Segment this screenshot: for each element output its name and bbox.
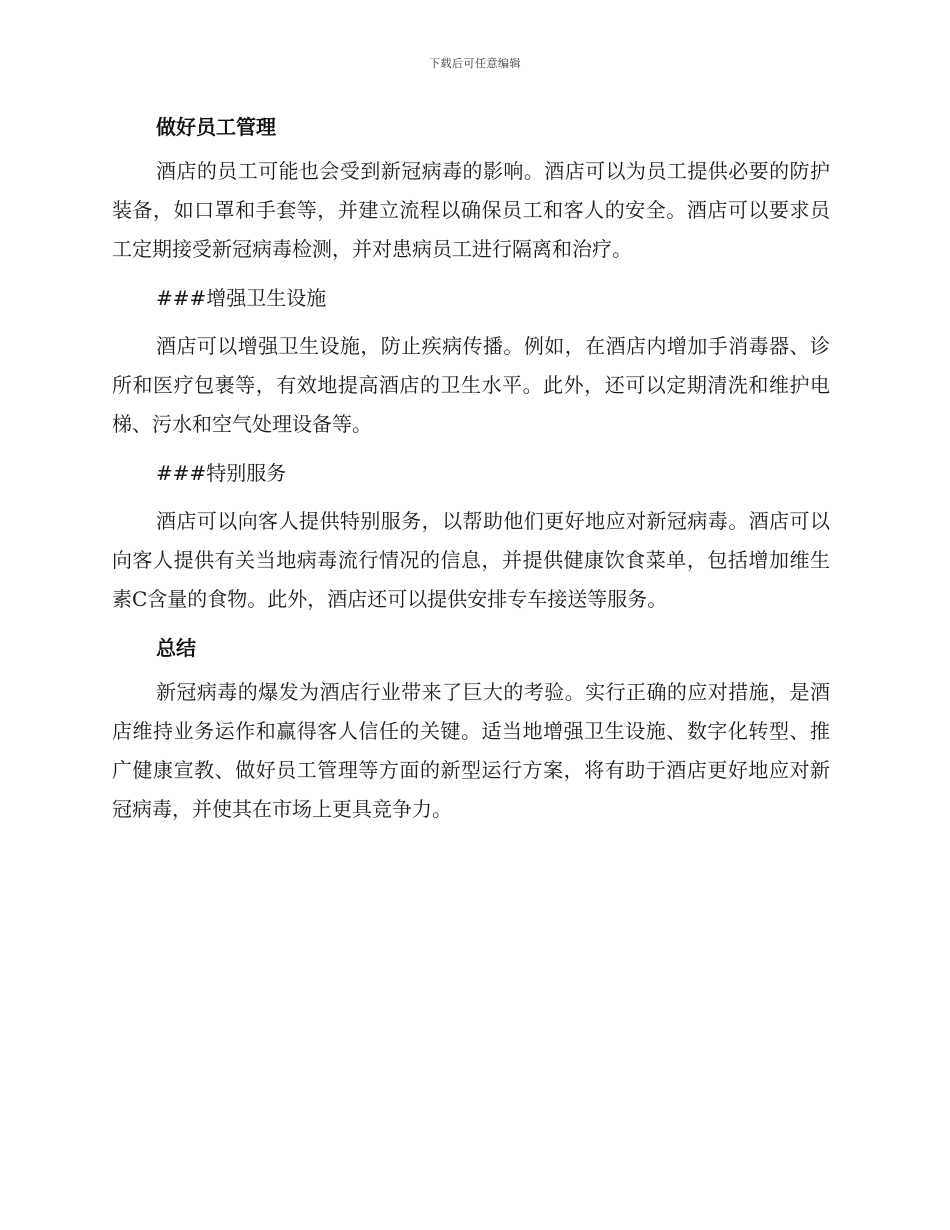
section-heading-hygiene: ###增强卫生设施 <box>156 286 327 310</box>
section-paragraph-hygiene: 酒店可以增强卫生设施，防止疾病传播。例如，在酒店内增加手消毒器、诊所和医疗包裹等，有效地提高酒店的卫生水平。此外，还可以定期清洗和维护电梯、污水和空气处理设备等。 <box>112 334 830 436</box>
header-note: 下载后可任意编辑 <box>429 57 521 70</box>
document-body <box>112 110 830 841</box>
section-heading-services: ###特别服务 <box>156 461 287 485</box>
section-heading-staff: 做好员工管理 <box>156 115 276 139</box>
section-paragraph-summary: 新冠病毒的爆发为酒店行业带来了巨大的考验。实行正确的应对措施，是酒店维持业务运作和赢得客人信任的关键。适当地增强卫生设施、数字化转型、推广健康宣教、做好员工管理等方面的新型运行方案，将有助于酒店更好地应对新冠病毒，并使其在市场上更具竞争力。 <box>112 680 830 821</box>
section-paragraph-services: 酒店可以向客人提供特别服务，以帮助他们更好地应对新冠病毒。酒店可以向客人提供有关当地病毒流行情况的信息，并提供健康饮食菜单，包括增加维生素C含量的食物。此外，酒店还可以提供安排专车接送等服务。 <box>112 509 830 611</box>
section-paragraph-staff: 酒店的员工可能也会受到新冠病毒的影响。酒店可以为员工提供必要的防护装备，如口罩和手套等，并建立流程以确保员工和客人的安全。酒店可以要求员工定期接受新冠病毒检测，并对患病员工进行隔离和治疗。 <box>112 159 830 261</box>
section-heading-summary: 总结 <box>156 636 196 660</box>
